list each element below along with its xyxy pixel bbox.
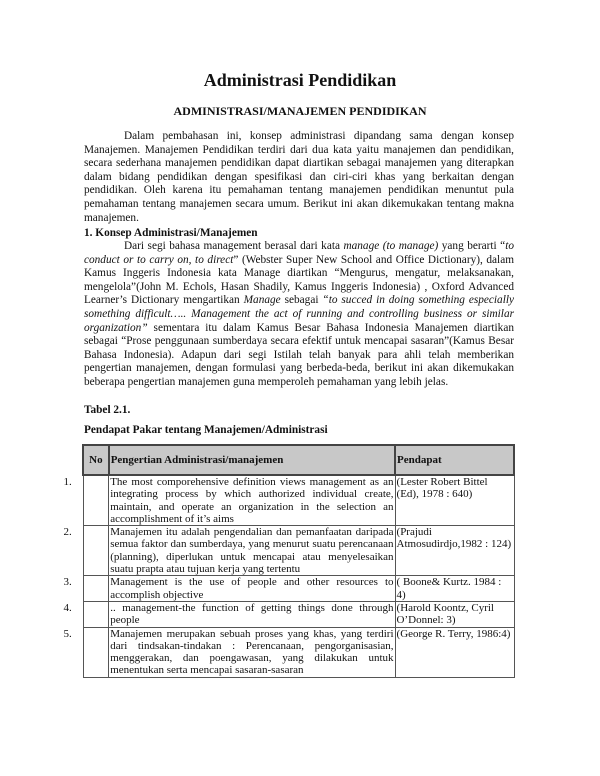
row-number: 5.: [63, 627, 72, 640]
row-definition: The most comporehensive definition views management as an integrating process by which authorized individual create, maintain, and operate an organization in the selection an accomplishment of it’s aims: [110, 476, 394, 525]
row-definition: Manajemen merupakan sebuah proses yang khas, yang terdiri dari tindsakan-tindakan : Perencanaan, pengorganisasian, menggerakan, dan poengawasan, yang dilakukan untuk menentukan serta mencapai sasaran-sasaran: [110, 627, 394, 677]
row-number: 2.: [63, 526, 72, 539]
table-row: [83, 526, 514, 576]
header-no: No: [83, 445, 109, 475]
table-row: [83, 601, 514, 627]
table-header-row: [83, 445, 514, 475]
document-subtitle: ADMINISTRASI/MANAJEMEN PENDIDIKAN: [173, 104, 427, 118]
row-source: (Prajudi Atmosudirdjo,1982 : 124): [395, 526, 514, 576]
experts-table: [63, 444, 515, 678]
table-label: Tabel 2.1.: [84, 404, 131, 416]
header-opinion: Pendapat: [395, 445, 514, 475]
row-number: 3.: [63, 576, 72, 589]
table-row: [83, 627, 514, 677]
row-definition: Manajemen itu adalah pengendalian dan pemanfaatan daripada semua faktor dan sumberdaya, yang menurut suatu perencanaan (planning), diperlukan untuk mencapai atau menyelesaikan suatu prapta atau tujuan kerja yang tertentu: [110, 526, 394, 576]
section-heading: 1. Konsep Administrasi/Manajemen: [84, 227, 258, 239]
table-row: [83, 576, 514, 602]
row-number: 1.: [63, 476, 72, 488]
row-source: ( Boone& Kurtz. 1984 : 4): [395, 576, 514, 602]
row-source: (Harold Koontz, Cyril O’Donnel: 3): [395, 601, 514, 627]
table-row: [83, 475, 514, 526]
section-paragraph: Dari segi bahasa management berasal dari kata manage (to manage) yang berarti “to conduct or to carry on, to direct” (Webster Super New School and Office Dictionary), dalam Kamus Inggeris Indonesia kata Manage diartikan “Mengurus, mengatur, melaksanakan, mengelola”(John M. Echols, Hasan Shadily, Kamus Inggeris Indonesia) , Oxford Advanced Learner’s Dictionary mengartikan Manage sebagai “to succed in doing something especially something difficult….. Management the act of running and controlling business or similar organization” sementara itu dalam Kamus Besar Bahasa Indonesia Manajemen diartikan sebagai “Prose penggunaan sumberdaya secara efektif untuk mencapai sasaran”(Kamus Besar Bahasa Indonesia). Adapun dari segi Istilah telah banyak para ahli telah memberikan pengertian manajemen, dengan formulasi yang berbeda-beda, berikut ini akan dikemukakan beberapa pengertian manajemen guna memperoleh pemahaman yang lebih jelas.: [84, 240, 514, 388]
header-definition: Pengertian Administrasi/manajemen: [109, 445, 395, 475]
row-source: (George R. Terry, 1986:4): [395, 627, 514, 677]
row-source: (Lester Robert Bittel (Ed), 1978 : 640): [395, 475, 514, 526]
intro-paragraph: Dalam pembahasan ini, konsep administrasi dipandang sama dengan konsep Manajemen. Manajemen Pendidikan terdiri dari dua kata yaitu manajemen dan pendidikan, secara sederhana manajemen pendidikan dapat diartikan sebagai manajemen yang diterapkan dalam bidang pendidikan dengan spesifikasi dan ciri-ciri khas yang berkaitan dengan pendidikan. Oleh karena itu pemahaman tentang manajemen pendidikan menuntut pula pemahaman tentang manajemen secara umum. Berikut ini akan dikemukakan tentang makna manajemen.: [84, 130, 514, 224]
row-number: 4.: [63, 601, 72, 614]
document-title: Administrasi Pendidikan: [203, 70, 397, 90]
row-definition: .. management-the function of getting things done through people: [110, 601, 394, 627]
row-definition: Management is the use of people and other resources to accomplish objective: [110, 576, 394, 601]
table-caption: Pendapat Pakar tentang Manajemen/Administrasi: [84, 424, 328, 436]
